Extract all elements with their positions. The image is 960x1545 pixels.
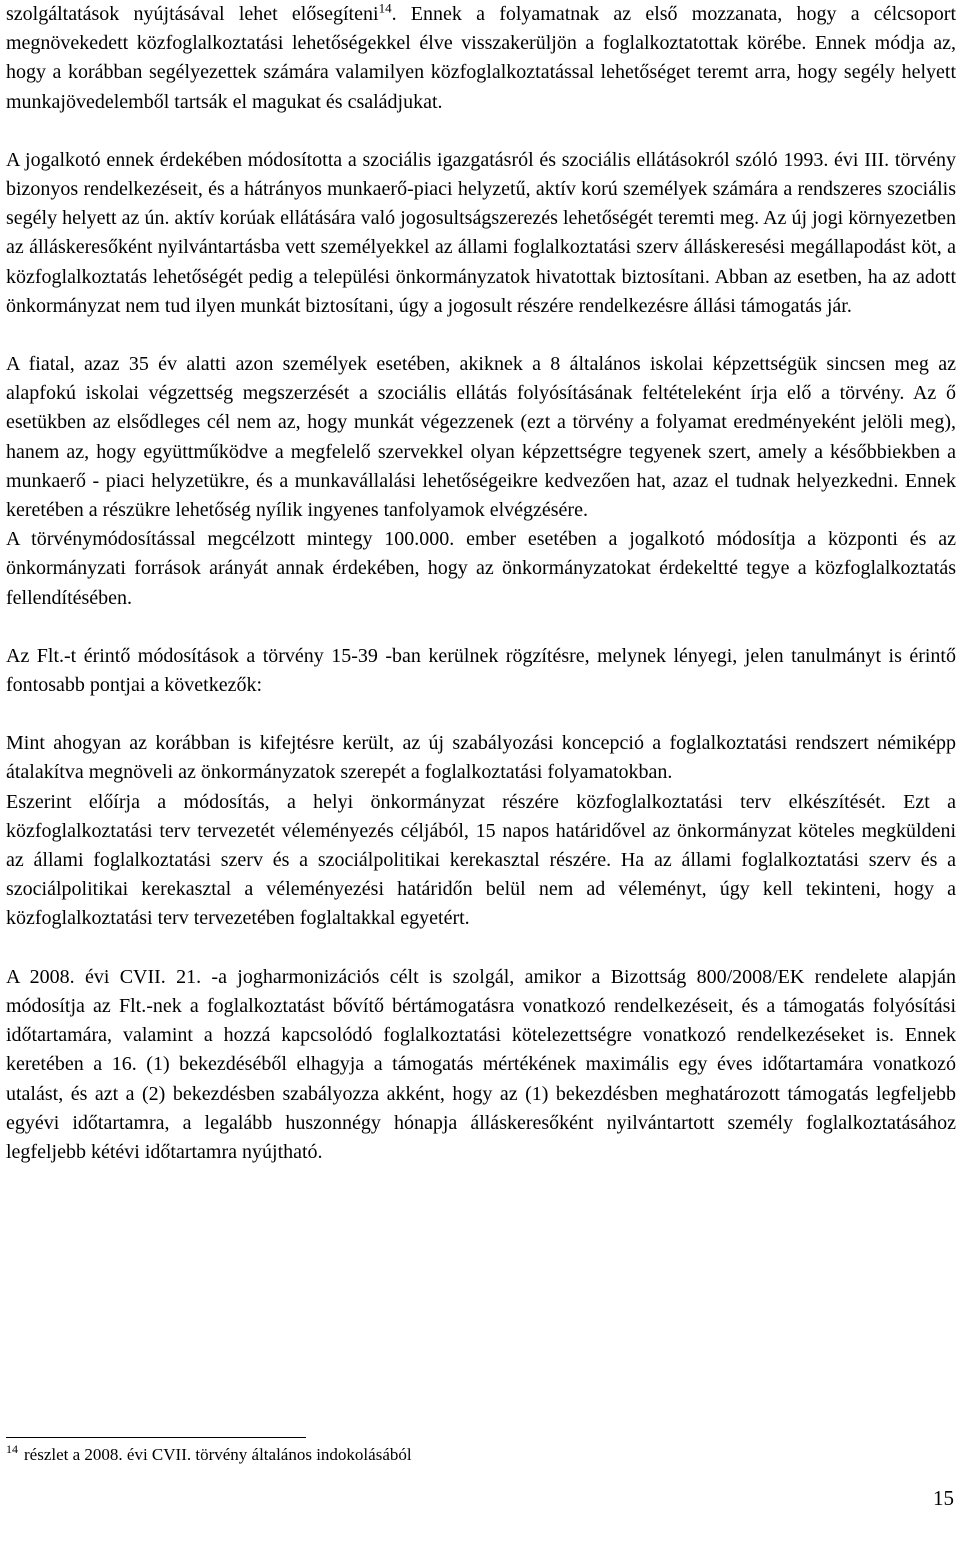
page-number: 15 — [933, 1486, 954, 1510]
paragraph-3: A fiatal, azaz 35 év alatti azon személyek esetében, akiknek a 8 általános iskolai képzettségük sincsen meg az alapfokú iskolai végzettség megszerzését a szociális ellátás folyósításának feltételeként írja elő a törvény. Az ő esetükben az elsődleges cél nem az, hogy munkát végezzenek (ezt a törvény a folyamat eredményeként jelöli meg), hanem az, hogy együttműködve a megfelelő szervekkel olyan képzettségre tegyenek szert, amely a későbbiekben a munkaerő - piaci helyzetükre, és a munkavállalási lehetőségeikre kedvezően hat, azaz el tudnak helyezkedni. Ennek keretében a részükre lehetőség nyílik ingyenes tanfolyamok elvégzésére. — [6, 353, 956, 522]
paragraph-1-text-end: . Ennek a folyamatnak az első mozzanata, hogy a célcsoport megnövekedett közfoglalkoztatási lehetőségekkel élve visszakerüljön a foglalkoztatottak körébe. Ennek módja az, hogy a korábban segélyezettek számára valamilyen közfoglalkoztatással lehetőséget teremt arra, hogy segély helyett munkajövedelemből tartsák el magukat és családjukat. — [6, 3, 956, 113]
paragraph-5: Az Flt.-t érintő módosítások a törvény 15-39 -ban kerülnek rögzítésre, melynek lényegi, jelen tanulmányt is érintő fontosabb pontjai a következők: — [6, 644, 956, 697]
footnote-reference: 14 — [378, 0, 392, 16]
paragraph-spacer — [6, 321, 956, 350]
paragraph-spacer — [6, 700, 956, 729]
paragraph-7: Eszerint előírja a módosítás, a helyi önkormányzat részére közfoglalkoztatási terv elkészítését. Ezt a közfoglalkoztatási terv tervezetét véleményezés céljából, 15 napos határidővel az önkormányzat köteles megküldeni az állami foglalkoztatási szerv és a szociálpolitikai kerekasztal részére. Ha az állami foglalkoztatási szerv és a szociálpolitikai kerekasztal a véleményezési határidőn belül nem ad véleményt, úgy kell tekinteni, hogy a közfoglalkoztatási terv tervezetében foglaltakkal egyetért. — [6, 790, 956, 930]
paragraph-6: Mint ahogyan az korábban is kifejtésre került, az új szabályozási koncepció a foglalkoztatási rendszert némiképp átalakítva megnöveli az önkormányzatok szerepét a foglalkoztatási folyamatokban. — [6, 732, 956, 784]
footnote-number: 14 — [6, 1442, 18, 1457]
footnote-separator — [6, 1437, 306, 1438]
paragraph-spacer — [6, 117, 956, 146]
document-body — [6, 0, 956, 1167]
paragraph-1-text-start: szolgáltatások nyújtásával lehet elősegíteni — [6, 3, 379, 25]
paragraph-2: A jogalkotó ennek érdekében módosította a szociális igazgatásról és szociális ellátásokról szóló 1993. évi III. törvény bizonyos rendelkezéseit, és a hátrányos munkaerő-piaci helyzetű, aktív korú személyek számára a rendszeres szociális segély helyett az ún. aktív korúak ellátására való jogosultságszerezés lehetőségét teremti meg. Az új jogi környezetben az álláskeresőként nyilvántartásba vett személyekkel az állami foglalkoztatási szerv álláskeresési megállapodást köt, a közfoglalkoztatás lehetőségét pedig a települési önkormányzatok hivatottak biztosítani. Abban az esetben, ha az adott önkormányzat nem tud ilyen munkát biztosítani, úgy a jogosult részére rendelkezésre állási támogatás jár. — [6, 148, 956, 317]
paragraph-1 — [6, 0, 956, 117]
paragraph-4: A törvénymódosítással megcélzott mintegy 100.000. ember esetében a jogalkotó módosítja a központi és az önkormányzati források arányát annak érdekében, hogy az önkormányzatokat érdekeltté tegye a közfoglalkoztatás fellendítésében. — [6, 528, 956, 609]
paragraph-spacer — [6, 934, 956, 963]
paragraph-spacer — [6, 613, 956, 642]
footnote — [6, 1444, 412, 1466]
footnote-text: részlet a 2008. évi CVII. törvény általános indokolásából — [24, 1445, 412, 1464]
paragraph-8: A 2008. évi CVII. 21. -a jogharmonizációs célt is szolgál, amikor a Bizottság 800/2008/EK rendelete alapján módosítja az Flt.-nek a foglalkoztatást bővítő bértámogatásra vonatkozó rendelkezéseit, és a támogatás folyósítási időtartamára, valamint a hozzá kapcsolódó foglalkoztatási kötelezettségre vonatkozó rendelkezéseket is. Ennek keretében a 16. (1) bekezdéséből elhagyja a támogatás mértékének maximális egy éves időtartamára vonatkozó utalást, és azt a (2) bekezdésben szabályozza akként, hogy az (1) bekezdésben meghatározott támogatás legfeljebb egyévi időtartamra, a legalább huszonnégy hónapja álláskeresőként nyilvántartott személy foglalkoztatásához legfeljebb kétévi időtartamra nyújtható. — [6, 965, 956, 1163]
